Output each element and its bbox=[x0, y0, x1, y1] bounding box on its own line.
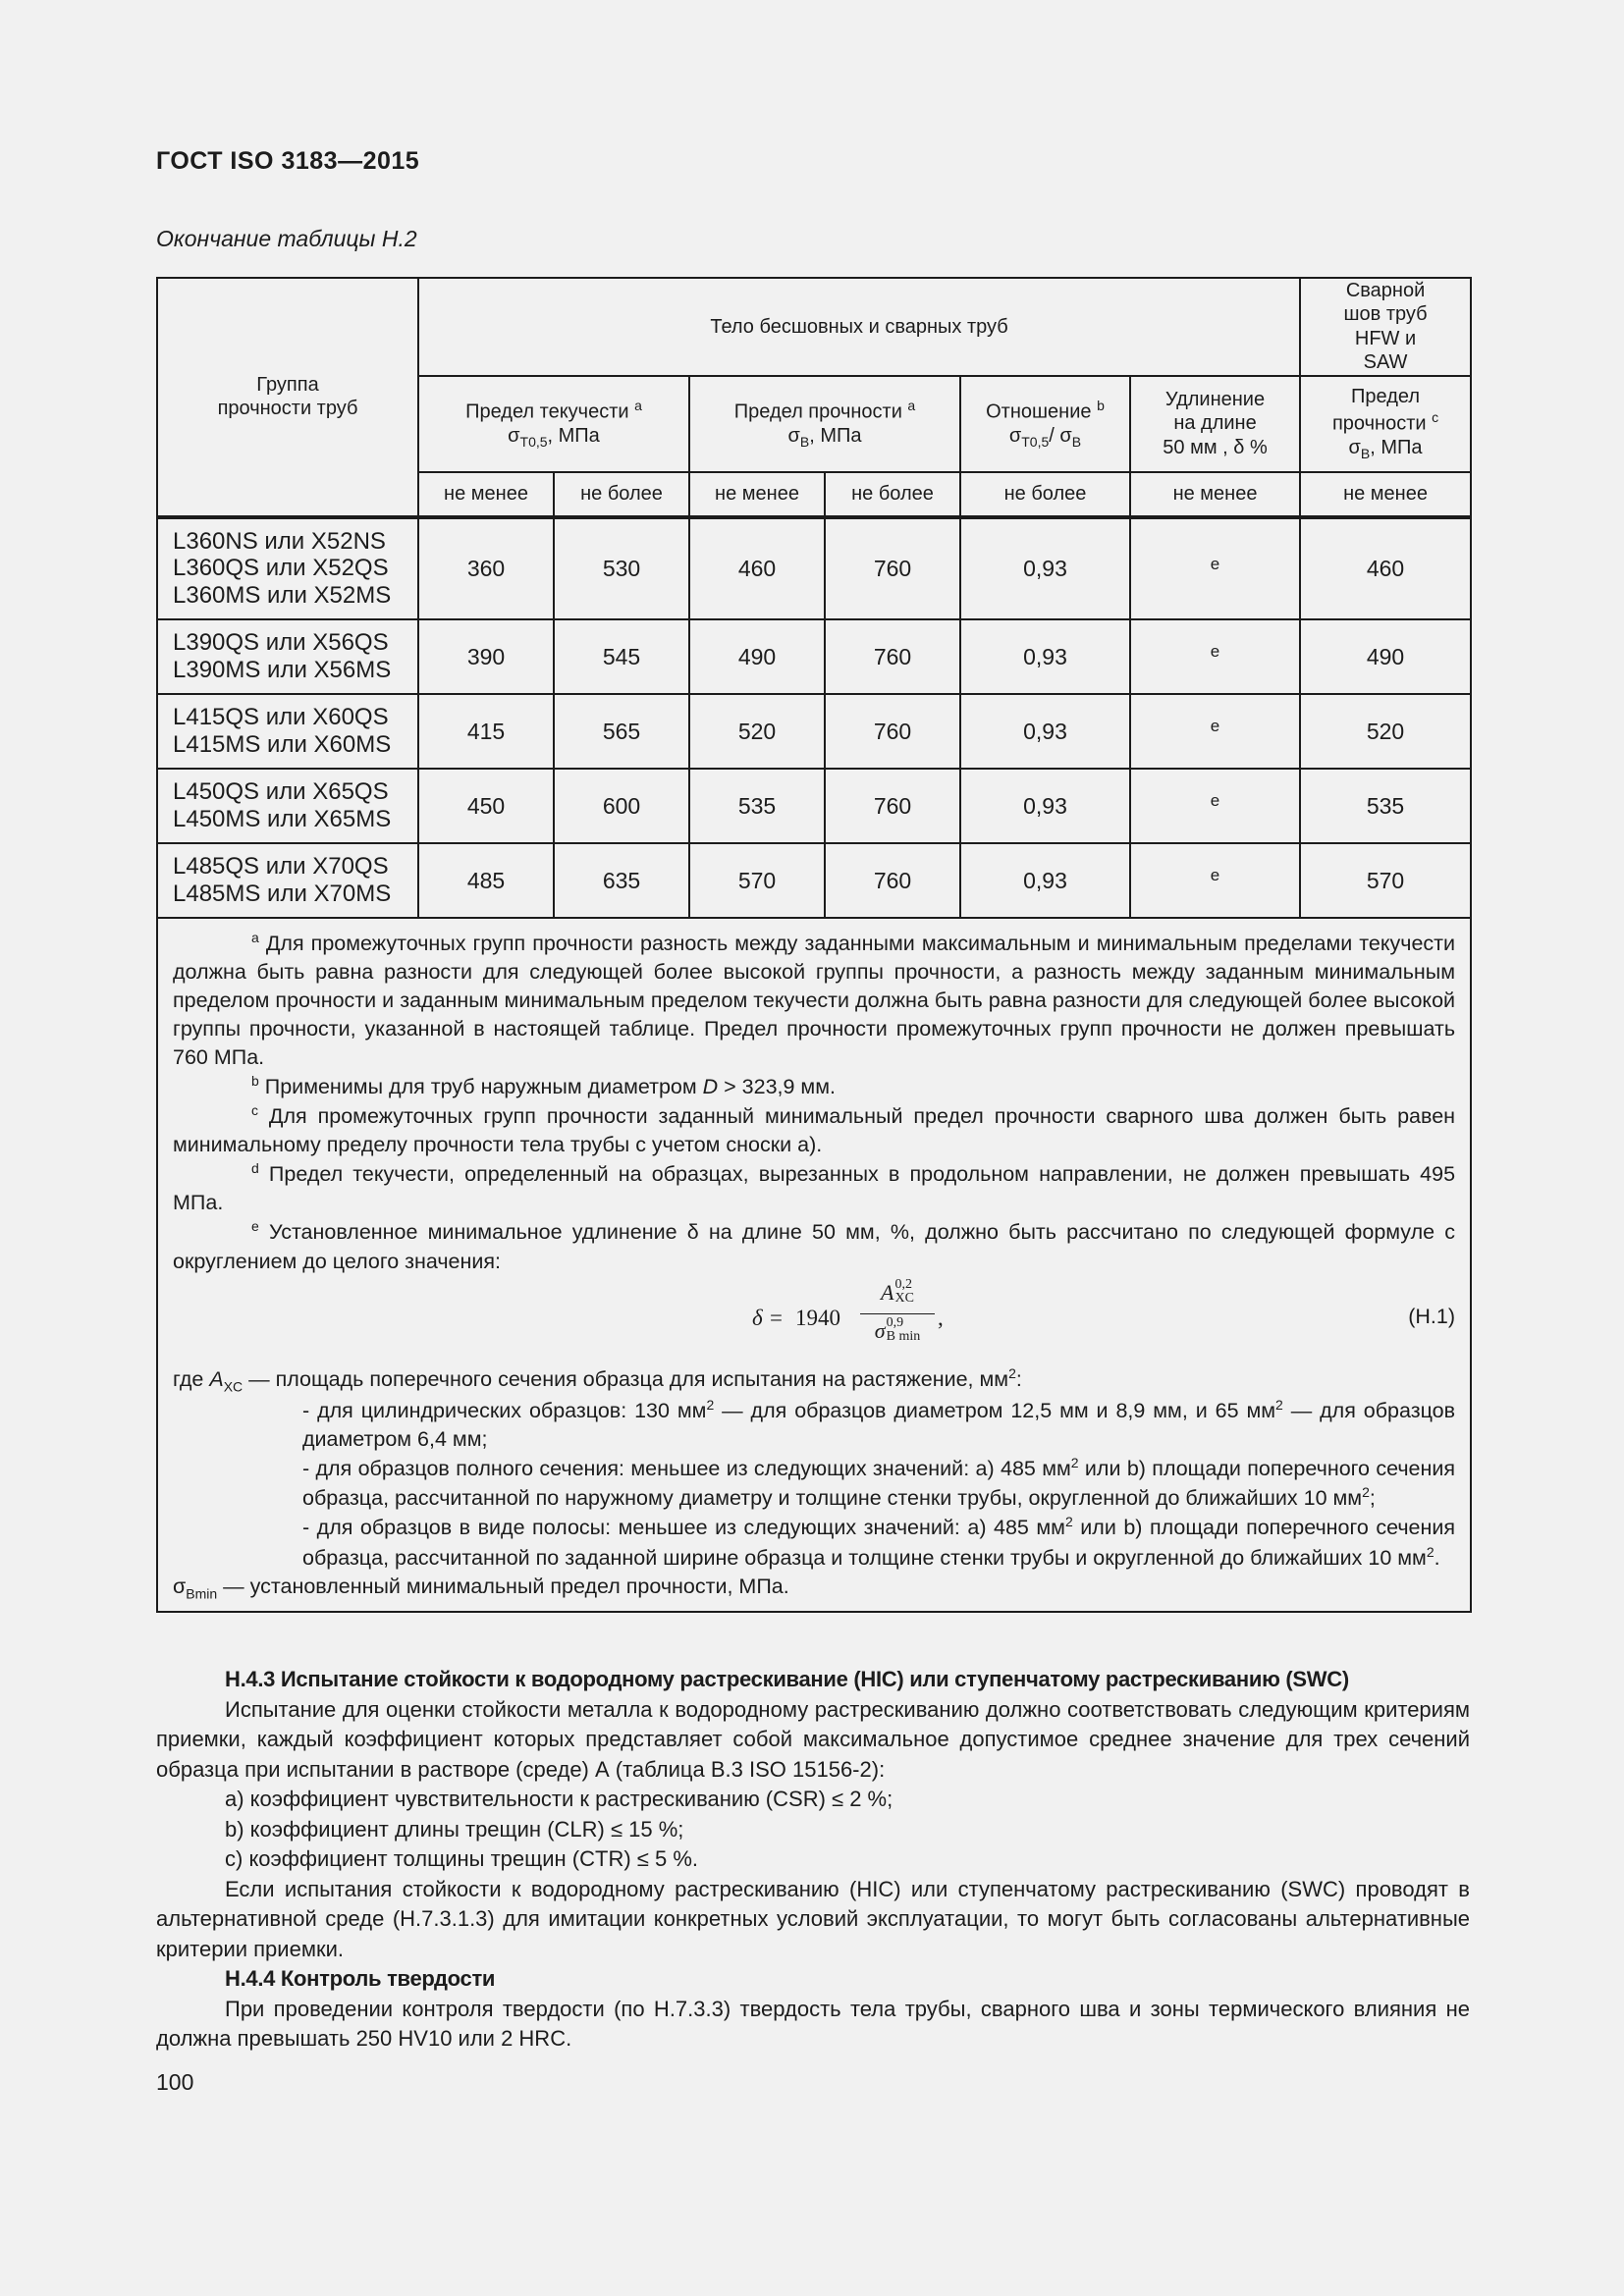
value-cell: 450 bbox=[418, 769, 554, 843]
grade-cell: L415QS или X60QS L415MS или X60MS bbox=[157, 694, 418, 769]
limit-cell: не менее bbox=[418, 472, 554, 517]
limit-cell: не более bbox=[825, 472, 960, 517]
header-weld-tensile: Предел прочности $^c$ $\sigma_В$, МПа bbox=[1300, 376, 1471, 472]
header-grade-group: Группа прочности труб bbox=[157, 278, 418, 517]
value-cell: 520 bbox=[1300, 694, 1471, 769]
list-item: а) коэффициент чувствительности к растрескиванию (CSR) ≤ 2 %; bbox=[225, 1787, 893, 1811]
section-heading-h43: Н.4.3 Испытание стойкости к водородному растрескивание (HIC) или ступенчатому растрескиванию (SWC) bbox=[225, 1667, 1349, 1691]
grade-cell: L485QS или X70QS L485MS или X70MS bbox=[157, 843, 418, 918]
value-cell: 570 bbox=[1300, 843, 1471, 918]
value-cell: 760 bbox=[825, 619, 960, 694]
formula-lhs: δ = bbox=[752, 1305, 784, 1330]
header-ratio: Отношение $^b$ $\sigma_{T0,5}/$ $\sigma_В$ bbox=[960, 376, 1130, 472]
paragraph-hardness: При проведении контроля твердости (по Н.7.3.3) твердость тела трубы, сварного шва и зоны термического влияния не должна превышать 250 HV10 или 2 HRC. bbox=[156, 1996, 1470, 2051]
page-number: 100 bbox=[156, 2069, 194, 2095]
header-weld: Сварной шов труб HFW и SAW bbox=[1300, 278, 1471, 376]
table-row bbox=[157, 843, 1471, 918]
value-cell: e bbox=[1130, 843, 1300, 918]
value-cell: 535 bbox=[689, 769, 825, 843]
table-caption: Окончание таблицы Н.2 bbox=[156, 226, 417, 251]
table-row bbox=[157, 769, 1471, 843]
footnote-e: $^e$ Установленное минимальное удлинение δ на длине 50 мм, %, должно быть рассчитано по следующей формуле с округлением до целого значения: bbox=[173, 1218, 1456, 1273]
formula-comma: , bbox=[938, 1305, 944, 1330]
value-cell: 490 bbox=[689, 619, 825, 694]
formula-numerator: A 0,2 XC bbox=[860, 1278, 935, 1314]
value-cell: 760 bbox=[825, 517, 960, 619]
sigma-definition: $\sigma_{Bmin}$ — установленный минимальный предел прочности, МПа. bbox=[173, 1574, 789, 1602]
value-cell: 415 bbox=[418, 694, 554, 769]
limit-cell: не более bbox=[960, 472, 1130, 517]
footnote-b: $^b$ Применимы для труб наружным диаметром D > 323,9 мм. bbox=[251, 1072, 836, 1098]
formula-denominator: σ 0,9 B min bbox=[874, 1314, 921, 1344]
value-cell: 460 bbox=[689, 517, 825, 619]
list-item: b) коэффициент длины трещин (CLR) ≤ 15 %; bbox=[225, 1816, 684, 1842]
table-row bbox=[157, 619, 1471, 694]
list-item: с) коэффициент толщины трещин (CTR) ≤ 5 %. bbox=[225, 1846, 698, 1871]
strength-table bbox=[156, 277, 1472, 1613]
value-cell: 0,93 bbox=[960, 843, 1130, 918]
value-cell: 565 bbox=[554, 694, 689, 769]
value-cell: 570 bbox=[689, 843, 825, 918]
footnote-c: $^c$ Для промежуточных групп прочности заданный минимальный предел прочности сварного шва должен быть равен минимальному пределу прочности тела трубы с учетом сноски а). bbox=[173, 1101, 1456, 1157]
value-cell: e bbox=[1130, 694, 1300, 769]
value-cell: 545 bbox=[554, 619, 689, 694]
grade-cell: L450QS или X65QS L450MS или X65MS bbox=[157, 769, 418, 843]
header-yield-strength: Предел текучести $^a$ $\sigma_{T0,5}$, МПа bbox=[418, 376, 689, 472]
footnote-d: $^d$ Предел текучести, определенный на образцах, вырезанных в продольном направлении, не должен превышать 495 МПа. bbox=[173, 1160, 1456, 1215]
value-cell: e bbox=[1130, 517, 1300, 619]
limit-cell: не менее bbox=[1300, 472, 1471, 517]
value-cell: 600 bbox=[554, 769, 689, 843]
formula-coefficient: 1940 bbox=[795, 1305, 840, 1330]
paragraph-alt-environment: Если испытания стойкости к водородному растрескиванию (HIC) или ступенчатому растрескиванию (SWC) проводят в альтернативной среде (Н.7.3.1.3) для имитации конкретных условий эксплуатации, то могут быть согласованы альтернативные критерии приемки. bbox=[156, 1876, 1470, 1961]
value-cell: e bbox=[1130, 769, 1300, 843]
value-cell: 0,93 bbox=[960, 619, 1130, 694]
header-elongation: Удлинение на длине 50 мм , δ % bbox=[1130, 376, 1300, 472]
elongation-formula bbox=[173, 1278, 1455, 1361]
value-cell: 0,93 bbox=[960, 694, 1130, 769]
value-cell: 535 bbox=[1300, 769, 1471, 843]
value-cell: 360 bbox=[418, 517, 554, 619]
standard-title: ГОСТ ISO 3183—2015 bbox=[156, 147, 420, 175]
grade-cell: L390QS или X56QS L390MS или X56MS bbox=[157, 619, 418, 694]
footnote-a: $^a$ Для промежуточных групп прочности разность между заданными максимальным и минимальным пределами текучести должна быть равна разности для следующей более высокой группы прочности, а разность между заданным минимальным пределом прочности и заданным минимальным пределом текучести должна быть равна разности для следующей более высокой группы прочности, указанной в настоящей таблице. Предел прочности промежуточных групп прочности не должен превышать 760 МПа. bbox=[173, 929, 1456, 1069]
value-cell: 490 bbox=[1300, 619, 1471, 694]
where-clause: где $A_{XC}$ — площадь поперечного сечения образца для испытания на растяжение, $мм^2$: bbox=[173, 1364, 1022, 1394]
where-item-full-section: - для образцов полного сечения: меньшее из следующих значений: а) 485 $мм^2$ или b) площади поперечного сечения образца, рассчитанной по наружному диаметру и толщине стенки трубы, округленной до ближайших 10 $мм^2$; bbox=[302, 1455, 1456, 1511]
equation-number: (Н.1) bbox=[1408, 1304, 1456, 1328]
where-item-strip: - для образцов в виде полосы: меньшее из следующих значений: а) 485 $мм^2$ или b) площади поперечного сечения образца, рассчитанной по заданной ширине образца и толщине стенки трубы и округленной до ближайших 10 $мм^2$. bbox=[302, 1514, 1456, 1570]
formula-fraction bbox=[860, 1278, 935, 1346]
table-notes bbox=[157, 918, 1471, 1612]
body-section bbox=[156, 1665, 1470, 2055]
value-cell: 0,93 bbox=[960, 517, 1130, 619]
table-row bbox=[157, 694, 1471, 769]
value-cell: 760 bbox=[825, 843, 960, 918]
value-cell: 390 bbox=[418, 619, 554, 694]
value-cell: 485 bbox=[418, 843, 554, 918]
section-heading-h44: Н.4.4 Контроль твердости bbox=[225, 1966, 496, 1991]
value-cell: 520 bbox=[689, 694, 825, 769]
value-cell: 760 bbox=[825, 769, 960, 843]
table-row bbox=[157, 517, 1471, 619]
header-tensile-strength: Предел прочности $^a$ $\sigma_В$, МПа bbox=[689, 376, 960, 472]
value-cell: 0,93 bbox=[960, 769, 1130, 843]
value-cell: e bbox=[1130, 619, 1300, 694]
grade-cell: L360NS или X52NS L360QS или X52QS L360MS или X52MS bbox=[157, 517, 418, 619]
value-cell: 760 bbox=[825, 694, 960, 769]
limit-cell: не менее bbox=[689, 472, 825, 517]
header-pipe-body: Тело бесшовных и сварных труб bbox=[418, 278, 1300, 376]
limit-cell: не более bbox=[554, 472, 689, 517]
limit-cell: не менее bbox=[1130, 472, 1300, 517]
value-cell: 460 bbox=[1300, 517, 1471, 619]
value-cell: 530 bbox=[554, 517, 689, 619]
where-item-cylindrical: - для цилиндрических образцов: 130 $мм^2$ — для образцов диаметром 12,5 мм и 8,9 мм, и 65 $мм^2$ — для образцов диаметром 6,4 мм; bbox=[302, 1396, 1456, 1452]
notes-row bbox=[157, 918, 1471, 1612]
paragraph-hic-criteria: Испытание для оценки стойкости металла к водородному растрескиванию должно соответствовать следующим критериям приемки, каждый коэффициент которых представляет собой максимальное допустимое среднее значение для трех сечений образца при испытании в растворе (среде) А (таблица В.3 ISO 15156-2): bbox=[156, 1696, 1470, 1782]
value-cell: 635 bbox=[554, 843, 689, 918]
